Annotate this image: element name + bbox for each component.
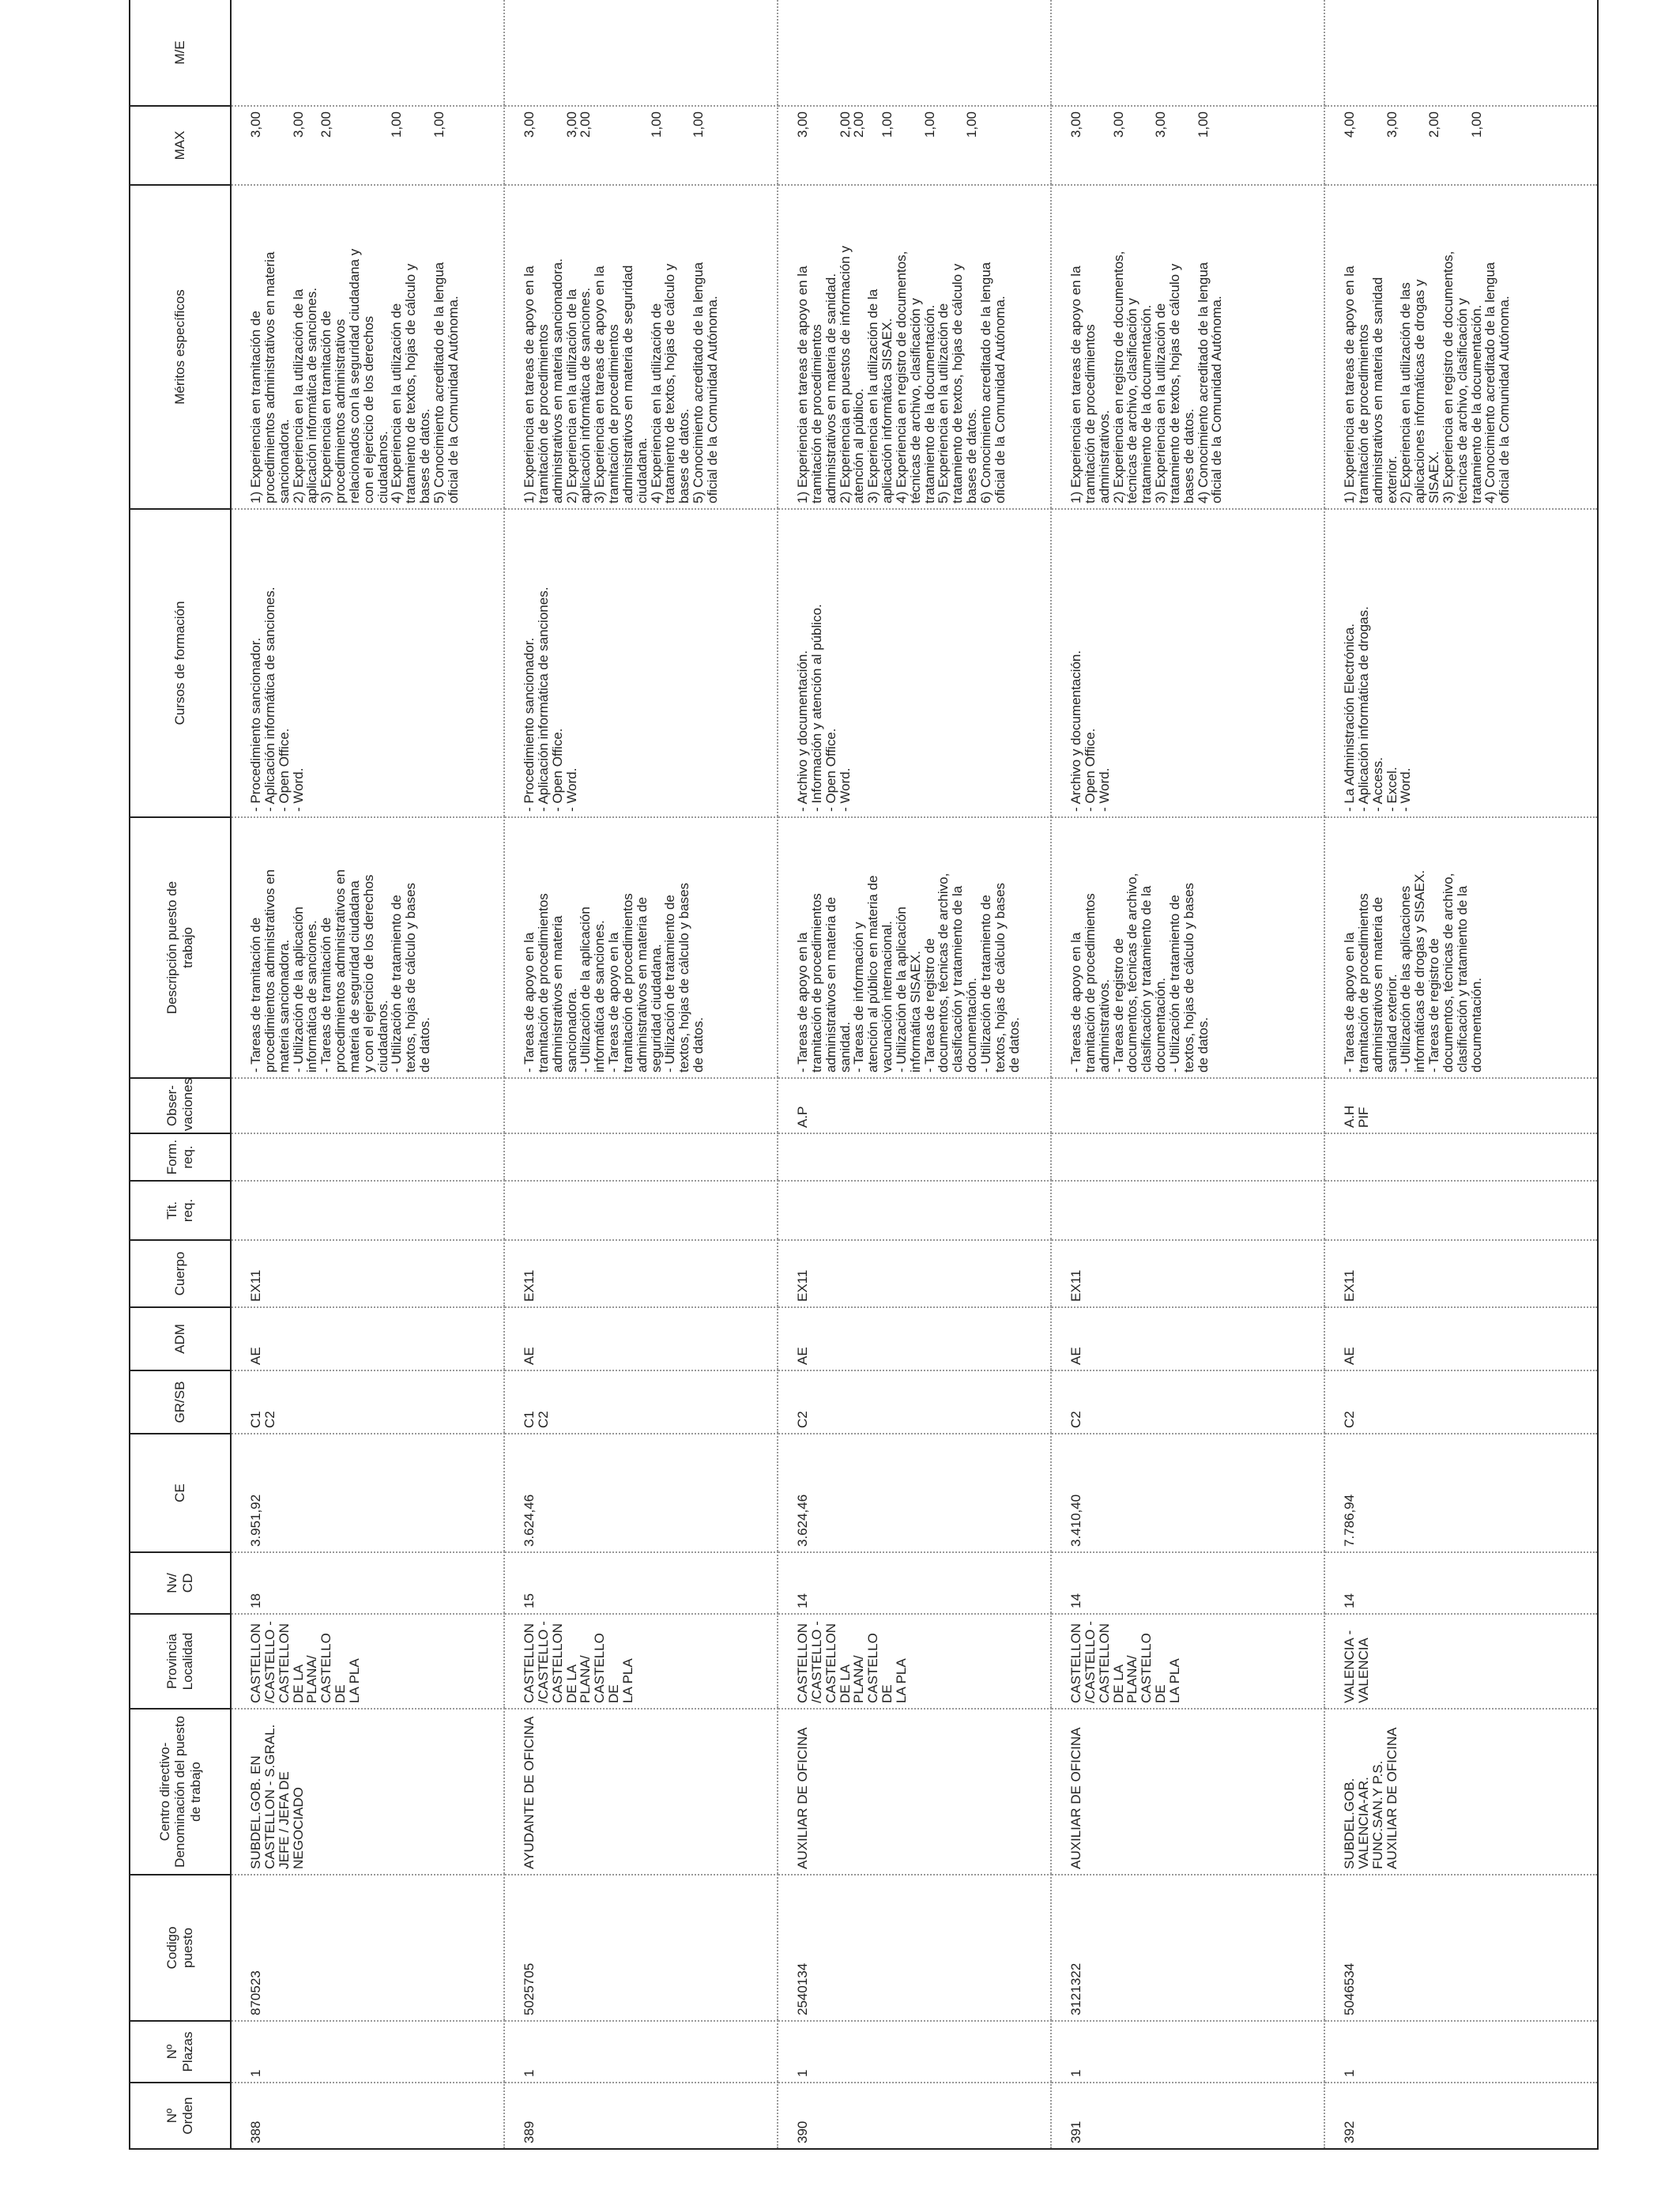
header-nivel: Nv/ CD xyxy=(130,1552,231,1614)
cell-plazas: 1 xyxy=(1051,2021,1324,2083)
cell-plazas: 1 xyxy=(231,2021,504,2083)
cell-ce: 7.786,94 xyxy=(1324,1434,1598,1552)
cell-descripcion: - Tareas de apoyo en la tramitación de procedimientos administrativos en materia de sanidad exterior. - Utilización de las aplicaciones informáticas de drogas y SISAEX. - Tareas de registro de documentos, técnicas de archivo, clasificación y tratamiento de la documentación. xyxy=(1324,817,1598,1078)
header-tit: Tit. req. xyxy=(130,1181,231,1240)
cell-max: 3,00 3,00 2,00 1,00 1,00 xyxy=(231,106,504,185)
cell-grupo: C2 xyxy=(1051,1370,1324,1434)
cell-descripcion: - Tareas de tramitación de procedimientos administrativos en materia sancionadora. - Utilización de la aplicación informática de sanciones. - Tareas de tramitación de procedimientos administrativos en materia de seguridad ciudadana y con el ejercicio de los derechos ciudadanos. - Utilización de tratamiento de textos, hojas de cálculo y bases de datos. xyxy=(231,817,504,1078)
cell-descripcion: - Tareas de apoyo en la tramitación de procedimientos administrativos en materia de sanidad. - Tareas de información y atención al público en materia de vacunación internacional. - Utilización de la aplicación informática SISAEX. - Tareas de registro de documentos, técnicas de archivo, clasificación y tratamiento de la documentación. - Utilización de tratamiento de textos, hojas de cálculo y bases de datos. xyxy=(778,817,1051,1078)
header-row xyxy=(130,0,231,2149)
cell-centro: AUXILIAR DE OFICINA xyxy=(1051,1709,1324,1875)
cell-form xyxy=(1051,1133,1324,1181)
cell-max: 3,00 3,00 2,00 1,00 1,00 xyxy=(504,106,778,185)
cell-adm: AE xyxy=(231,1307,504,1370)
cell-meritos: 1) Experiencia en tareas de apoyo en la tramitación de procedimientos administrativos en materia de sanidad. 2) Experiencia en puestos de información y atención al público. 3) Experiencia en la utilización de la aplicación informática SISAEX. 4) Experiencia en registro de documentos, técnicas de archivo, clasificación y tratamiento de la documentación. 5) Experiencia en la utilización de tratamiento de textos, hojas de cálculo y bases de datos. 6) Conocimiento acreditado de la lengua oficial de la Comunidad Autónoma. xyxy=(778,185,1051,509)
cell-obs: A.H PIF xyxy=(1324,1078,1598,1133)
cell-descripcion: - Tareas de apoyo en la tramitación de procedimientos administrativos. - Tareas de registro de documentos, técnicas de archivo, clasificación y tratamiento de la documentación. - Utilización de tratamiento de textos, hojas de cálculo y bases de datos. xyxy=(1051,817,1324,1078)
header-cursos: Cursos de formación xyxy=(130,509,231,817)
cell-me xyxy=(1324,0,1598,106)
cell-adm: AE xyxy=(1324,1307,1598,1370)
cell-cursos: - Procedimiento sancionador. - Aplicación informática de sanciones. - Open Office. - Word. xyxy=(504,509,778,817)
header-plazas: Nº Plazas xyxy=(130,2021,231,2083)
cell-provincia: VALENCIA - VALENCIA xyxy=(1324,1614,1598,1709)
cell-codigo: 5025705 xyxy=(504,1875,778,2021)
cell-cuerpo: EX11 xyxy=(778,1240,1051,1307)
cell-nivel: 14 xyxy=(778,1552,1051,1614)
cell-adm: AE xyxy=(1051,1307,1324,1370)
cell-cursos: - Archivo y documentación. - Información y atención al público. - Open Office. - Word. xyxy=(778,509,1051,817)
table-row xyxy=(1324,0,1598,2149)
cell-orden: 392 xyxy=(1324,2083,1598,2149)
header-cuerpo: Cuerpo xyxy=(130,1240,231,1307)
header-provincia: Provincia Localidad xyxy=(130,1614,231,1709)
cell-centro: AUXILIAR DE OFICINA xyxy=(778,1709,1051,1875)
cell-provincia: CASTELLON /CASTELLO - CASTELLON DE LA PLANA/ CASTELLO DE LA PLA xyxy=(231,1614,504,1709)
cell-me xyxy=(778,0,1051,106)
header-ce: CE xyxy=(130,1434,231,1552)
cell-form xyxy=(231,1133,504,1181)
cell-ce: 3.951,92 xyxy=(231,1434,504,1552)
cell-nivel: 14 xyxy=(1324,1552,1598,1614)
cell-cuerpo: EX11 xyxy=(1051,1240,1324,1307)
cell-grupo: C1 C2 xyxy=(231,1370,504,1434)
cell-centro: SUBDEL.GOB. EN CASTELLON - S.GRAL. JEFE / JEFA DE NEGOCIADO xyxy=(231,1709,504,1875)
cell-cuerpo: EX11 xyxy=(504,1240,778,1307)
cell-tit xyxy=(778,1181,1051,1240)
table-row xyxy=(231,0,504,2149)
cell-ce: 3.410,40 xyxy=(1051,1434,1324,1552)
cell-provincia: CASTELLON /CASTELLO - CASTELLON DE LA PLANA/ CASTELLO DE LA PLA xyxy=(778,1614,1051,1709)
cell-cuerpo: EX11 xyxy=(231,1240,504,1307)
cell-tit xyxy=(1051,1181,1324,1240)
cell-provincia: CASTELLON /CASTELLO - CASTELLON DE LA PLANA/ CASTELLO DE LA PLA xyxy=(1051,1614,1324,1709)
cell-nivel: 15 xyxy=(504,1552,778,1614)
header-obs: Obser- vaciones xyxy=(130,1078,231,1133)
cell-codigo: 870523 xyxy=(231,1875,504,2021)
cell-tit xyxy=(231,1181,504,1240)
cell-orden: 388 xyxy=(231,2083,504,2149)
cell-obs xyxy=(1051,1078,1324,1133)
cell-orden: 390 xyxy=(778,2083,1051,2149)
cell-plazas: 1 xyxy=(1324,2021,1598,2083)
cell-plazas: 1 xyxy=(778,2021,1051,2083)
cell-adm: AE xyxy=(778,1307,1051,1370)
table-row xyxy=(1051,0,1324,2149)
cell-obs xyxy=(504,1078,778,1133)
table-row xyxy=(778,0,1051,2149)
cell-me xyxy=(504,0,778,106)
cell-codigo: 2540134 xyxy=(778,1875,1051,2021)
cell-nivel: 14 xyxy=(1051,1552,1324,1614)
cell-form xyxy=(1324,1133,1598,1181)
cell-provincia: CASTELLON /CASTELLO - CASTELLON DE LA PLANA/ CASTELLO DE LA PLA xyxy=(504,1614,778,1709)
cell-cursos: - Archivo y documentación. - Open Office. - Word. xyxy=(1051,509,1324,817)
cell-nivel: 18 xyxy=(231,1552,504,1614)
header-centro: Centro directivo- Denominación del puesto de trabajo xyxy=(130,1709,231,1875)
cell-cursos: - La Administración Electrónica. - Aplicación informática de drogas. - Access. - Excel. - Word. xyxy=(1324,509,1598,817)
cell-centro: AYUDANTE DE OFICINA xyxy=(504,1709,778,1875)
cell-obs: A.P xyxy=(778,1078,1051,1133)
positions-table xyxy=(129,0,1599,2150)
header-form: Form. req. xyxy=(130,1133,231,1181)
cell-grupo: C1 C2 xyxy=(504,1370,778,1434)
header-codigo: Codigo puesto xyxy=(130,1875,231,2021)
cell-max: 3,00 2,00 2,00 1,00 1,00 1,00 xyxy=(778,106,1051,185)
rotated-table-page xyxy=(129,0,1630,2150)
cell-cuerpo: EX11 xyxy=(1324,1240,1598,1307)
cell-meritos: 1) Experiencia en tareas de apoyo en la tramitación de procedimientos administrativos. 2) Experiencia en registro de documentos, técnicas de archivo, clasificación y tratamiento de la documentación. 3) Experiencia en la utilización de tratamiento de textos, hojas de cálculo y bases de datos. 4) Conocimiento acreditado de la lengua oficial de la Comunidad Autónoma. xyxy=(1051,185,1324,509)
header-me: M/E xyxy=(130,0,231,106)
header-grupo: GR/SB xyxy=(130,1370,231,1434)
cell-cursos: - Procedimiento sancionador. - Aplicación informática de sanciones. - Open Office. - Word. xyxy=(231,509,504,817)
cell-me xyxy=(1051,0,1324,106)
cell-obs xyxy=(231,1078,504,1133)
cell-orden: 389 xyxy=(504,2083,778,2149)
cell-plazas: 1 xyxy=(504,2021,778,2083)
cell-grupo: C2 xyxy=(1324,1370,1598,1434)
cell-orden: 391 xyxy=(1051,2083,1324,2149)
table-row xyxy=(504,0,778,2149)
cell-descripcion: - Tareas de apoyo en la tramitación de procedimientos administrativos en materia sancionadora. - Utilización de la aplicación informática de sanciones. - Tareas de apoyo en la tramitación de procedimientos administrativos en materia de seguridad ciudadana. - Utilización de tratamiento de textos, hojas de cálculo y bases de datos. xyxy=(504,817,778,1078)
header-meritos: Méritos específicos xyxy=(130,185,231,509)
cell-tit xyxy=(1324,1181,1598,1240)
cell-ce: 3.624,46 xyxy=(778,1434,1051,1552)
cell-form xyxy=(504,1133,778,1181)
cell-max: 3,00 3,00 3,00 1,00 xyxy=(1051,106,1324,185)
cell-codigo: 3121322 xyxy=(1051,1875,1324,2021)
cell-codigo: 5046534 xyxy=(1324,1875,1598,2021)
header-max: MAX xyxy=(130,106,231,185)
cell-ce: 3.624,46 xyxy=(504,1434,778,1552)
header-descripcion: Descripción puesto de trabajo xyxy=(130,817,231,1078)
header-orden: Nº Orden xyxy=(130,2083,231,2149)
cell-centro: SUBDEL.GOB. VALENCIA-AR. FUNC.SAN.Y P.S. AUXILIAR DE OFICINA xyxy=(1324,1709,1598,1875)
cell-meritos: 1) Experiencia en tramitación de procedimientos administrativos en materia sancionadora. 2) Experiencia en la utilización de la aplicación informática de sanciones. 3) Experiencia en tramitación de procedimientos administrativos relacionados con la seguridad ciudadana y con el ejercicio de los derechos ciudadanos. 4) Experiencia en la utilización de tratamiento de textos, hojas de cálculo y bases de datos. 5) Conocimiento acreditado de la lengua oficial de la Comunidad Autónoma. xyxy=(231,185,504,509)
cell-meritos: 1) Experiencia en tareas de apoyo en la tramitación de procedimientos administrativos en materia de sanidad exterior. 2) Experiencia en la utilización de las aplicaciones informáticas de drogas y SISAEX. 3) Experiencia en registro de documentos, técnicas de archivo, clasificación y tratamiento de la documentación. 4) Conocimiento acreditado de la lengua oficial de la Comunidad Autónoma. xyxy=(1324,185,1598,509)
cell-adm: AE xyxy=(504,1307,778,1370)
cell-tit xyxy=(504,1181,778,1240)
cell-grupo: C2 xyxy=(778,1370,1051,1434)
cell-meritos: 1) Experiencia en tareas de apoyo en la tramitación de procedimientos administrativos en materia sancionadora. 2) Experiencia en la utilización de la aplicación informática de sanciones. 3) Experiencia en tareas de apoyo en la tramitación de procedimientos administrativos en materia de seguridad ciudadana. 4) Experiencia en la utilización de tratamiento de textos, hojas de cálculo y bases de datos. 5) Conocimiento acreditado de la lengua oficial de la Comunidad Autónoma. xyxy=(504,185,778,509)
cell-form xyxy=(778,1133,1051,1181)
cell-max: 4,00 3,00 2,00 1,00 xyxy=(1324,106,1598,185)
cell-me xyxy=(231,0,504,106)
header-adm: ADM xyxy=(130,1307,231,1370)
